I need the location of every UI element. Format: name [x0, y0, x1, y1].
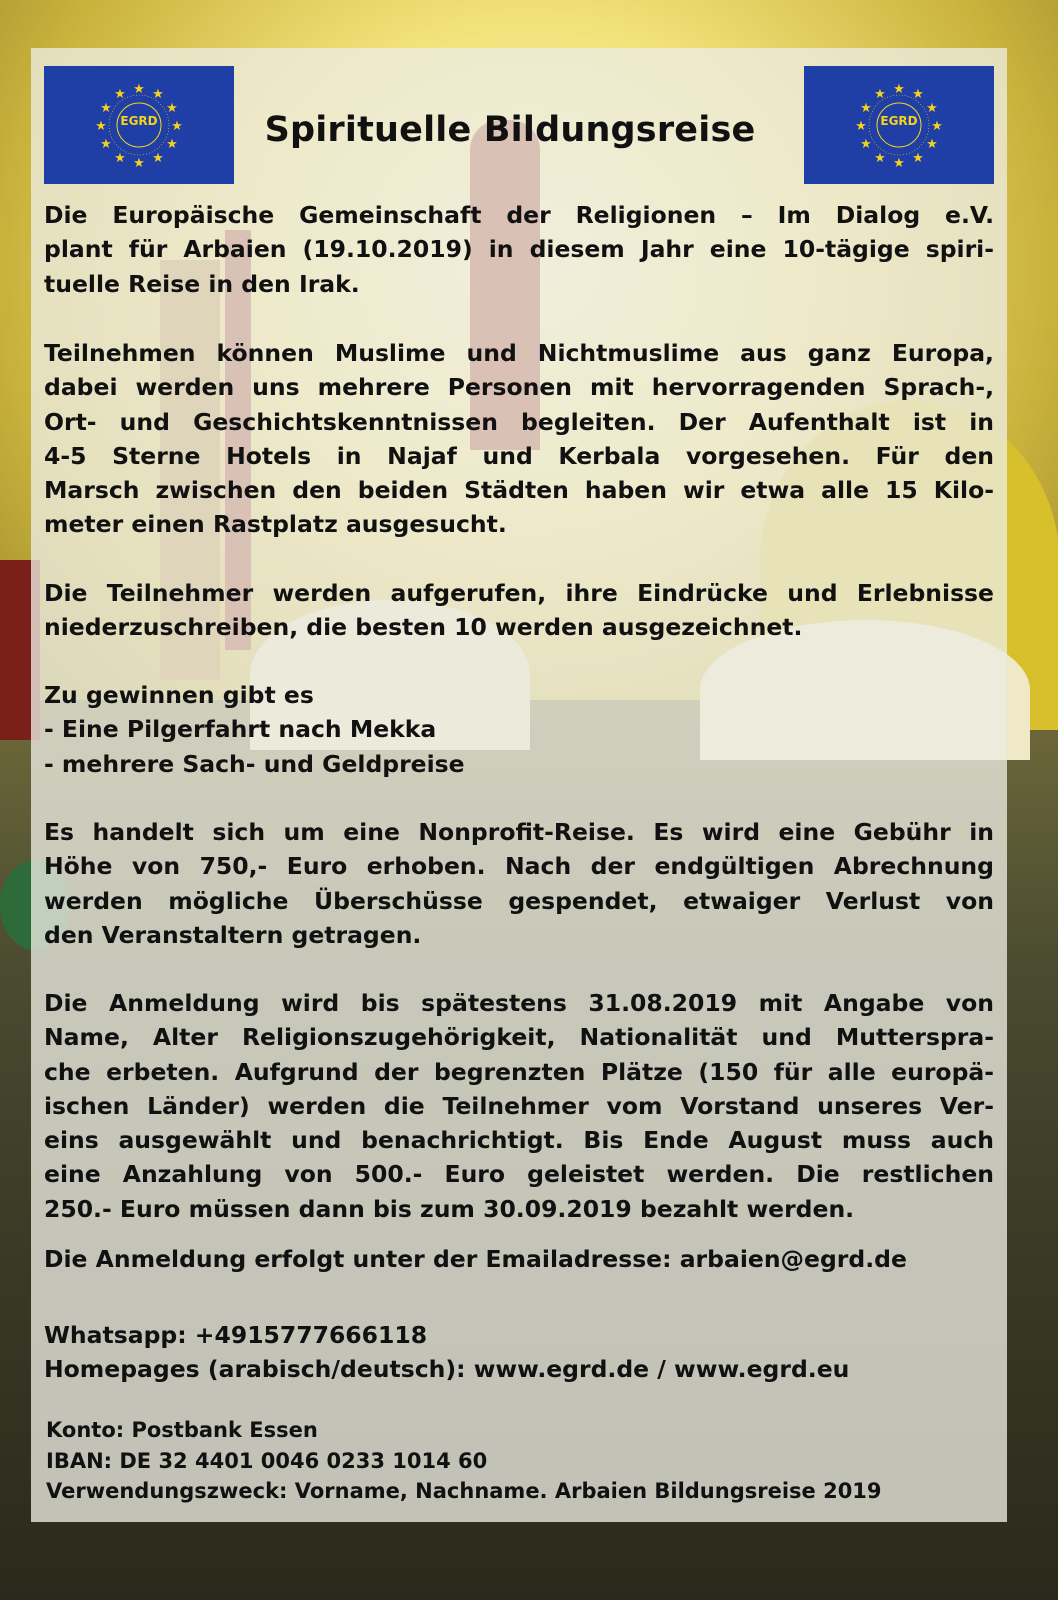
text-line: Höhe von 750,- Euro erhoben. Nach der endgültigen Abrechnung	[44, 852, 994, 881]
svg-text:★: ★	[166, 101, 178, 116]
svg-text:★: ★	[100, 137, 112, 152]
svg-text:★: ★	[114, 151, 126, 166]
svg-text:★: ★	[133, 156, 145, 171]
text-line: eine Anzahlung von 500.- Euro geleistet werden. Die restlichen	[44, 1160, 994, 1189]
text-line: ischen Länder) werden die Teilnehmer vom Vorstand unseres Ver-	[44, 1091, 994, 1120]
svg-text:★: ★	[171, 119, 183, 134]
prize-item: - mehrere Sach- und Geldpreise	[44, 749, 465, 778]
homepages-line: Homepages (arabisch/deutsch): www.egrd.de / www.egrd.eu	[44, 1355, 850, 1384]
bank-details	[46, 1415, 996, 1507]
text-line: Ort- und Geschichtskenntnissen begleiten. Der Aufenthalt ist in	[44, 407, 994, 436]
text-line: den Veranstaltern getragen.	[44, 920, 422, 949]
svg-text:★: ★	[893, 82, 905, 97]
intro-paragraph	[44, 198, 994, 301]
svg-text:★: ★	[874, 87, 886, 102]
svg-text:★: ★	[926, 137, 938, 152]
contact-info	[44, 1318, 994, 1387]
text-line: Die Teilnehmer werden aufgerufen, ihre Eindrücke und Erlebnisse	[44, 579, 994, 607]
text-line: eins ausgewählt und benachrichtigt. Bis Ende August muss auch	[44, 1126, 994, 1155]
text-line: niederzuschreiben, die besten 10 werden ausgezeichnet.	[44, 613, 803, 642]
text-line: Name, Alter Religionszugehörigkeit, Nationalität und Mutterspra-	[44, 1023, 994, 1052]
svg-text:★: ★	[860, 101, 872, 116]
text-line: Teilnehmen können Muslime und Nichtmuslime aus ganz Europa,	[44, 339, 994, 367]
page-title: Spirituelle Bildungsreise	[264, 110, 756, 150]
konto-line: Konto: Postbank Essen	[46, 1418, 318, 1442]
text-line: meter einen Rastplatz ausgesucht.	[44, 510, 507, 539]
svg-text:★: ★	[912, 151, 924, 166]
registration-email	[44, 1242, 994, 1276]
text-line: che erbeten. Aufgrund der begrenzten Plätze (150 für alle europä-	[44, 1057, 994, 1086]
egrd-logo-left	[44, 66, 234, 184]
svg-text:★: ★	[912, 87, 924, 102]
text-line: 250.- Euro müssen dann bis zum 30.09.2019 bezahlt werden.	[44, 1194, 855, 1223]
text-line: werden mögliche Überschüsse gespendet, etwaiger Verlust von	[44, 886, 994, 915]
text-line: Die Anmeldung wird bis spätestens 31.08.2019 mit Angabe von	[44, 989, 994, 1017]
impressions-paragraph	[44, 576, 994, 645]
egrd-logo-right	[804, 66, 994, 184]
text-line: tuelle Reise in den Irak.	[44, 269, 360, 298]
text-line: Es handelt sich um eine Nonprofit-Reise. Es wird eine Gebühr in	[44, 818, 994, 846]
purpose-line: Verwendungszweck: Vorname, Nachname. Arbaien Bildungsreise 2019	[46, 1479, 882, 1503]
text-line: dabei werden uns mehrere Personen mit hervorragenden Sprach-,	[44, 373, 994, 402]
svg-text:★: ★	[114, 87, 126, 102]
svg-text:★: ★	[931, 119, 943, 134]
participants-paragraph	[44, 336, 994, 542]
text-line: Marsch zwischen den beiden Städten haben wir etwa alle 15 Kilo-	[44, 476, 994, 505]
svg-text:★: ★	[133, 82, 145, 97]
svg-text:★: ★	[152, 87, 164, 102]
svg-text:★: ★	[166, 137, 178, 152]
svg-text:★: ★	[893, 156, 905, 171]
fee-paragraph	[44, 815, 994, 952]
logo-text: EGRD	[880, 114, 918, 128]
logo-text: EGRD	[120, 114, 158, 128]
prizes-list	[44, 678, 994, 781]
svg-text:★: ★	[95, 119, 107, 134]
svg-text:★: ★	[855, 119, 867, 134]
text-line: plant für Arbaien (19.10.2019) in diesem Jahr eine 10-tägige spiri-	[44, 235, 994, 264]
iban-line: IBAN: DE 32 4401 0046 0233 1014 60	[46, 1448, 488, 1473]
svg-text:★: ★	[152, 151, 164, 166]
text-line: Die Europäische Gemeinschaft der Religionen – Im Dialog e.V.	[44, 201, 994, 229]
prize-item: - Eine Pilgerfahrt nach Mekka	[44, 715, 437, 744]
prizes-heading: Zu gewinnen gibt es	[44, 681, 314, 709]
text-line: 4-5 Sterne Hotels in Najaf und Kerbala vorgesehen. Für den	[44, 441, 994, 470]
svg-text:★: ★	[874, 151, 886, 166]
whatsapp-line: Whatsapp: +4915777666118	[44, 1321, 428, 1349]
email-line: Die Anmeldung erfolgt unter der Emailadresse: arbaien@egrd.de	[44, 1245, 907, 1273]
svg-text:★: ★	[926, 101, 938, 116]
registration-paragraph	[44, 986, 994, 1226]
svg-text:★: ★	[100, 101, 112, 116]
svg-text:★: ★	[860, 137, 872, 152]
